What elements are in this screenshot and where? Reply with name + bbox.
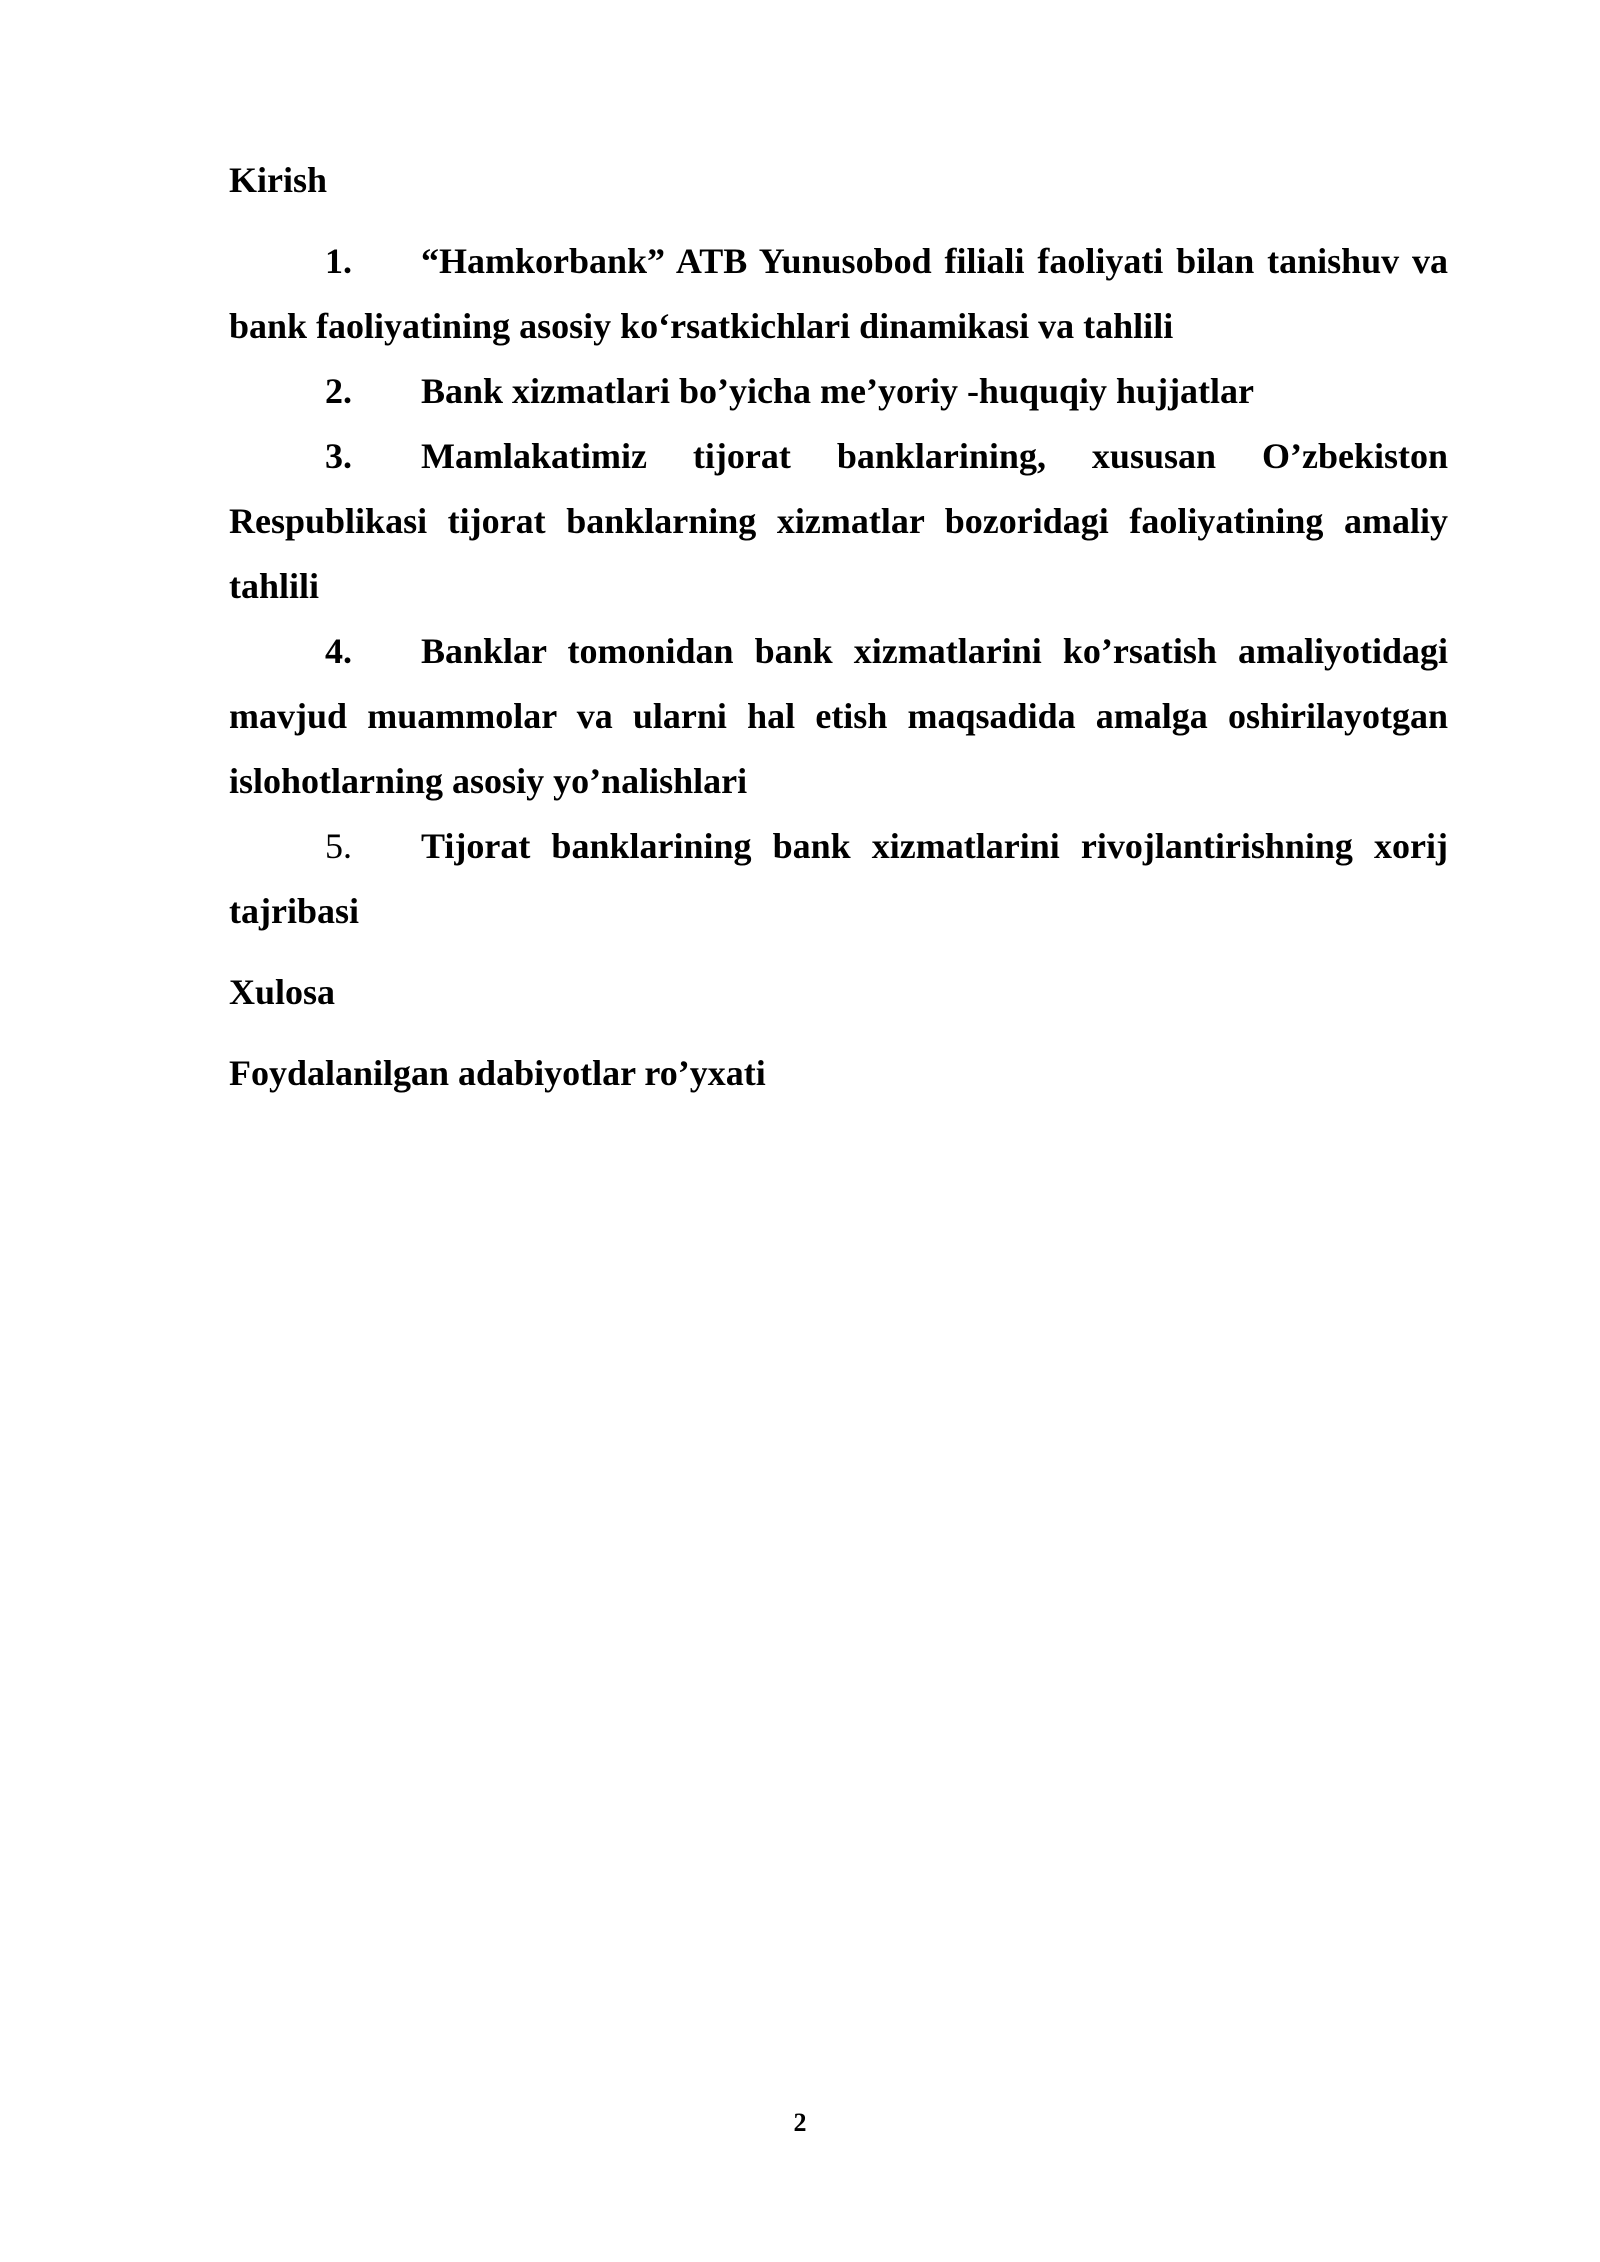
- toc-item-number: 5.: [325, 826, 352, 866]
- toc-item-number: 1.: [325, 241, 352, 281]
- toc-item-3: [229, 424, 1448, 619]
- toc-item-1: [229, 229, 1448, 359]
- section-conclusion: Xulosa: [229, 972, 336, 1012]
- toc-item-text: “Hamkorbank” ATB Yunusobod filiali faoliyati bilan tanishuv va bank faoliyatining asosiy ko‘rsatkichlari dinamikasi va tahlili: [229, 241, 1448, 346]
- toc-item-text: Bank xizmatlari bo’yicha me’yoriy -huquqiy hujjatlar: [421, 371, 1255, 411]
- toc-item-number: 3.: [325, 436, 352, 476]
- toc-item-number: 2.: [325, 371, 352, 411]
- table-of-contents: [229, 148, 1448, 1106]
- toc-item-number: 4.: [325, 631, 352, 671]
- toc-item-text: Tijorat banklarining bank xizmatlarini rivojlantirishning xorij tajribasi: [229, 826, 1448, 931]
- toc-item-2: [229, 359, 1448, 424]
- section-intro: Kirish: [229, 160, 328, 200]
- toc-item-5: [229, 814, 1448, 944]
- section-references: Foydalanilgan adabiyotlar ro’yxati: [229, 1053, 766, 1093]
- toc-item-text: Mamlakatimiz tijorat banklarining, xususan O’zbekiston Respublikasi tijorat banklarning xizmatlar bozoridagi faoliyatining amaliy tahlili: [229, 436, 1448, 606]
- toc-item-4: [229, 619, 1448, 814]
- page-number: 2: [793, 2108, 807, 2137]
- toc-item-text: Banklar tomonidan bank xizmatlarini ko’rsatish amaliyotidagi mavjud muammolar va ularni hal etish maqsadida amalga oshirilayotgan islohotlarning asosiy yo’nalishlari: [229, 631, 1448, 801]
